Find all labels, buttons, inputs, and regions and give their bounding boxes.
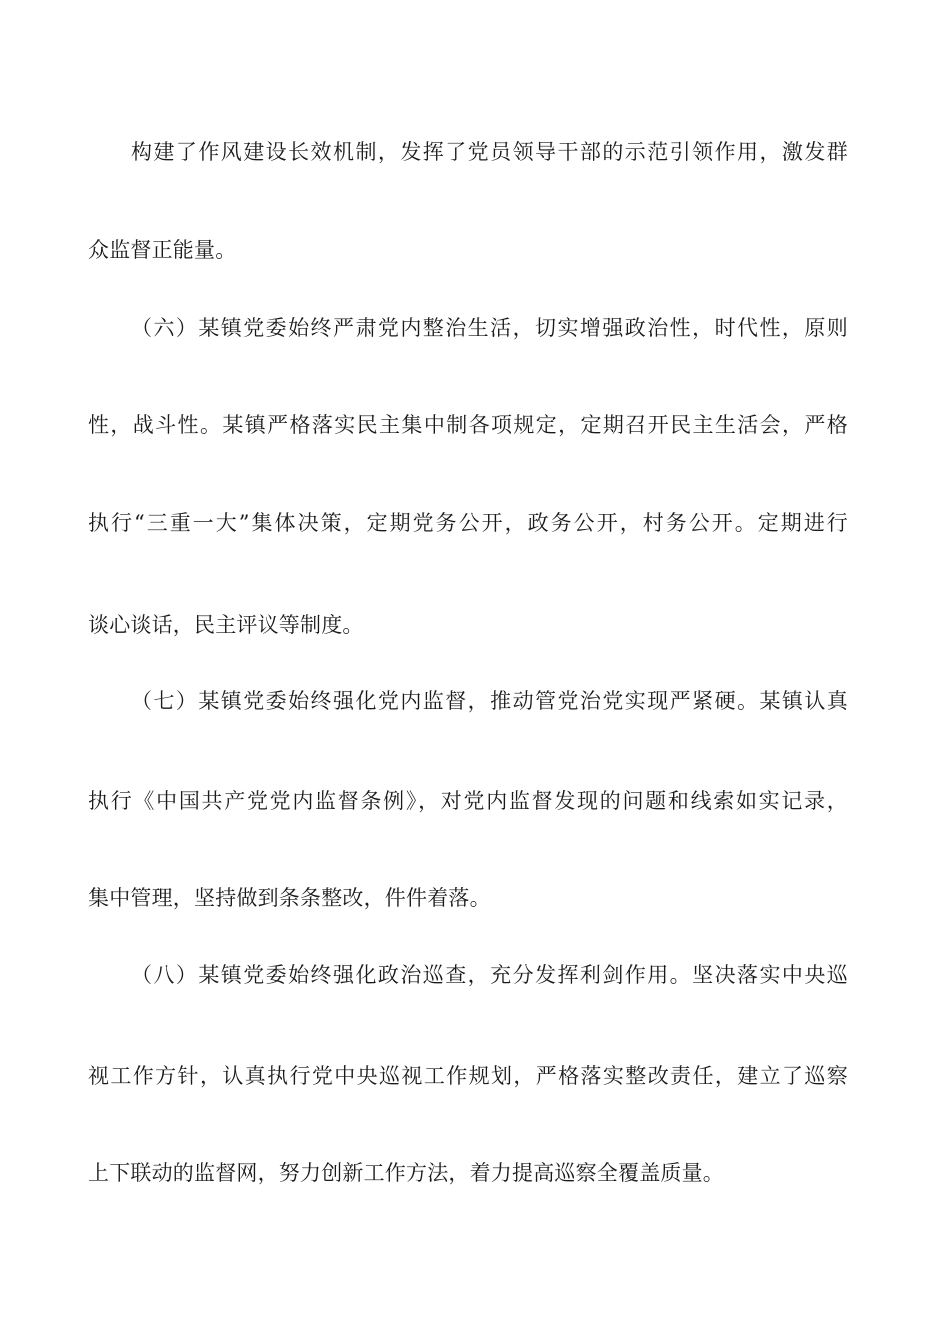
text-line: 谈心谈话，民主评议等制度。 <box>88 613 364 637</box>
text-line: 执行“三重一大”集体决策，定期党务公开，政务公开，村务公开。定期进行 <box>88 511 848 535</box>
text-line: 性，战斗性。某镇严格落实民主集中制各项规定，定期召开民主生活会，严格 <box>88 413 848 437</box>
text-line: 构建了作风建设长效机制，发挥了党员领导干部的示范引领作用，激发群 <box>131 140 848 164</box>
text-line: 上下联动的监督网，努力创新工作方法，着力提高巡察全覆盖质量。 <box>88 1161 724 1185</box>
text-line: （六）某镇党委始终严肃党内整治生活，切实增强政治性，时代性，原则 <box>131 316 848 340</box>
text-line: （七）某镇党委始终强化党内监督，推动管党治党实现严紧硬。某镇认真 <box>131 689 848 713</box>
text-line: 集中管理，坚持做到条条整改，件件着落。 <box>88 886 491 910</box>
text-line: 众监督正能量。 <box>88 238 237 262</box>
text-line: 视工作方针，认真执行党中央巡视工作规划，严格落实整改责任，建立了巡察 <box>88 1064 848 1088</box>
text-line: （八）某镇党委始终强化政治巡查，充分发挥利剑作用。坚决落实中央巡 <box>131 963 848 987</box>
text-line: 执行《中国共产党党内监督条例》，对党内监督发现的问题和线索如实记录， <box>88 789 848 813</box>
